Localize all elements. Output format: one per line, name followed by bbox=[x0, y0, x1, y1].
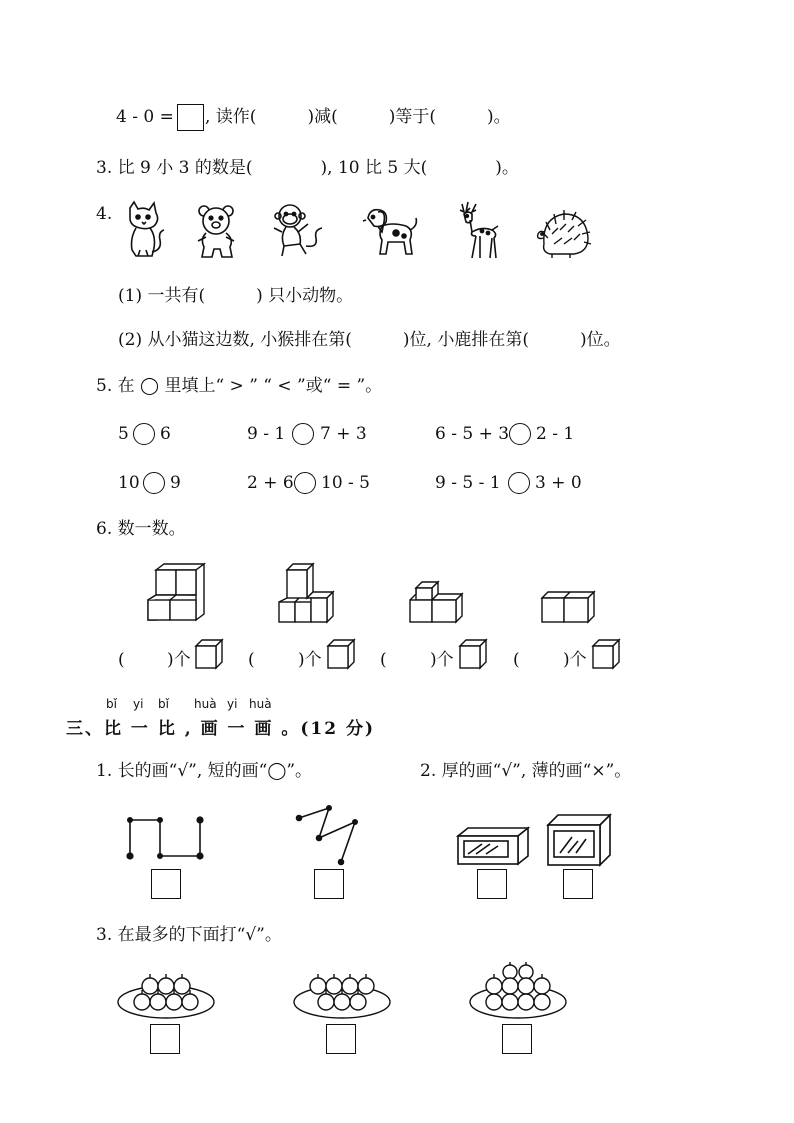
q6-answer4-open: ( bbox=[513, 650, 520, 670]
q4-number: 4. bbox=[96, 204, 113, 224]
unit-cube-icon bbox=[591, 638, 621, 670]
q3-text: 3. 比 9 小 3 的数是( ), 10 比 5 大( )。 bbox=[96, 158, 519, 178]
pinyin-2: yi bbox=[133, 697, 144, 711]
pinyin-3: bǐ bbox=[158, 697, 169, 711]
q6-answer3-open: ( bbox=[380, 650, 387, 670]
apple-plate-2 bbox=[292, 968, 392, 1026]
pinyin-1: bǐ bbox=[106, 697, 117, 711]
q6-answer1-open: ( bbox=[118, 650, 125, 670]
compare-circle-4[interactable] bbox=[143, 472, 165, 494]
q4-part1: (1) 一共有( ) 只小动物。 bbox=[118, 286, 354, 306]
q5-item1-right: 6 bbox=[160, 424, 171, 444]
answer-box-plate-3[interactable] bbox=[502, 1024, 532, 1054]
q6-title: 6. 数一数。 bbox=[96, 519, 186, 539]
cube-figure-4 bbox=[540, 590, 596, 624]
unit-cube-icon bbox=[326, 638, 356, 670]
s3-q2-text: 2. 厚的画“√”, 薄的画“×”。 bbox=[420, 761, 632, 781]
cube-figure-2 bbox=[277, 562, 337, 624]
unit-cube-icon bbox=[194, 638, 224, 670]
answer-box-thick-box[interactable] bbox=[563, 869, 593, 899]
hedgehog-icon bbox=[534, 208, 592, 260]
monkey-icon bbox=[270, 202, 326, 260]
apple-plate-1 bbox=[116, 968, 216, 1026]
answer-box-4-minus-0[interactable] bbox=[177, 104, 204, 131]
q6-answer4-close: )个 bbox=[563, 650, 587, 670]
thin-box bbox=[456, 826, 532, 866]
q5-item4-right: 9 bbox=[170, 473, 181, 493]
answer-box-thin-box[interactable] bbox=[477, 869, 507, 899]
q6-answer3-close: )个 bbox=[430, 650, 454, 670]
matchstick-shape-zigzag bbox=[295, 804, 365, 868]
apple-plate-3 bbox=[468, 960, 568, 1026]
q5-item6-right: 3 + 0 bbox=[535, 473, 582, 493]
answer-box-plate-2[interactable] bbox=[326, 1024, 356, 1054]
s3-q1-text: 1. 长的画“√”, 短的画“◯”。 bbox=[96, 761, 313, 781]
q5-item3-left: 6 - 5 + 3 bbox=[435, 424, 510, 444]
unit-cube-icon bbox=[458, 638, 488, 670]
q5-item2-right: 7 + 3 bbox=[320, 424, 367, 444]
answer-box-zigzag[interactable] bbox=[314, 869, 344, 899]
q6-answer1-close: )个 bbox=[167, 650, 191, 670]
bear-icon bbox=[192, 203, 242, 261]
cube-figure-3 bbox=[408, 580, 464, 624]
q5-item3-right: 2 - 1 bbox=[536, 424, 575, 444]
q6-answer2-open: ( bbox=[248, 650, 255, 670]
q5-item2-left: 9 - 1 bbox=[247, 424, 286, 444]
q5-item6-left: 9 - 5 - 1 bbox=[435, 473, 501, 493]
q5-title: 5. 在 ◯ 里填上“ > ” “ < ”或“ = ”。 bbox=[96, 376, 383, 396]
q5-item5-left: 2 + 6 bbox=[247, 473, 294, 493]
deer-icon bbox=[452, 202, 504, 262]
pinyin-6: huà bbox=[249, 697, 272, 711]
q5-item5-right: 10 - 5 bbox=[321, 473, 370, 493]
matchstick-shape-long bbox=[124, 814, 214, 864]
line-top-prefix: 4 - 0 = bbox=[116, 107, 174, 127]
cat-icon bbox=[118, 200, 170, 260]
dog-icon bbox=[360, 206, 420, 260]
cube-figure-1 bbox=[146, 562, 210, 624]
q5-item4-left: 10 bbox=[118, 473, 140, 493]
compare-circle-6[interactable] bbox=[508, 472, 530, 494]
q6-answer2-close: )个 bbox=[298, 650, 322, 670]
answer-box-plate-1[interactable] bbox=[150, 1024, 180, 1054]
line-top-suffix: , 读作( )减( )等于( )。 bbox=[205, 107, 511, 127]
compare-circle-1[interactable] bbox=[133, 423, 155, 445]
pinyin-4: huà bbox=[194, 697, 217, 711]
compare-circle-3[interactable] bbox=[509, 423, 531, 445]
pinyin-5: yi bbox=[227, 697, 238, 711]
compare-circle-5[interactable] bbox=[294, 472, 316, 494]
q4-part2: (2) 从小猫这边数, 小猴排在第( )位, 小鹿排在第( )位。 bbox=[118, 330, 621, 350]
s3-q3-text: 3. 在最多的下面打“√”。 bbox=[96, 925, 282, 945]
thick-box bbox=[546, 813, 612, 867]
compare-circle-2[interactable] bbox=[292, 423, 314, 445]
section3-title: 三、比 一 比 , 画 一 画 。(12 分) bbox=[66, 719, 376, 739]
q5-item1-left: 5 bbox=[118, 424, 129, 444]
answer-box-long[interactable] bbox=[151, 869, 181, 899]
